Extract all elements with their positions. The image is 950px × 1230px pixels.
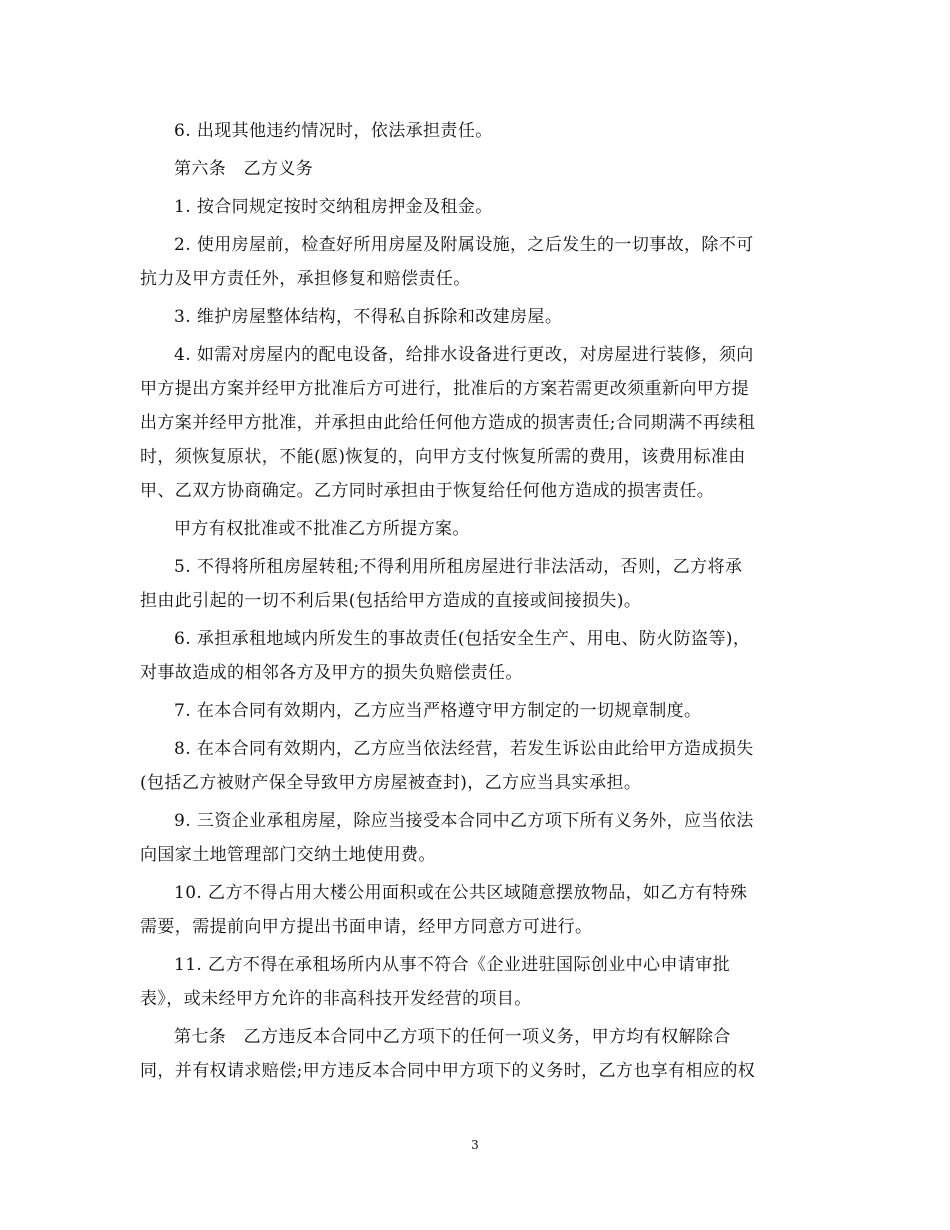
paragraph-line: 6. 出现其他违约情况时，依法承担责任。 <box>174 121 493 141</box>
paragraph-line: 甲、乙双方协商确定。乙方同时承担由于恢复给任何他方造成的损害责任。 <box>140 481 715 501</box>
paragraph-line: 8. 在本合同有效期内，乙方应当依法经营，若发生诉讼由此给甲方造成损失 <box>174 739 754 759</box>
paragraph <box>140 114 810 148</box>
paragraph-line: 甲方有权批准或不批准乙方所提方案。 <box>174 519 470 539</box>
paragraph <box>140 512 810 546</box>
paragraph-line: 甲方提出方案并经甲方批准后方可进行，批准后的方案若需更改须重新向甲方提 <box>140 379 749 399</box>
paragraph <box>140 876 810 944</box>
paragraph <box>140 622 810 690</box>
paragraph <box>140 300 810 334</box>
paragraph-line: 7. 在本合同有效期内，乙方应当严格遵守甲方制定的一切规章制度。 <box>174 701 702 721</box>
paragraph <box>140 190 810 224</box>
paragraph-line: 时，须恢复原状，不能(愿)恢复的，向甲方支付恢复所需的费用，该费用标准由 <box>140 447 746 467</box>
paragraph-line: 需要，需提前向甲方提出书面申请，经甲方同意方可进行。 <box>140 917 593 937</box>
paragraph-line: 5. 不得将所租房屋转租;不得利用所租房屋进行非法活动，否则，乙方将承 <box>174 557 743 577</box>
paragraph-line: 第六条 乙方义务 <box>174 159 314 179</box>
paragraph-line: 9. 三资企业承租房屋，除应当接受本合同中乙方项下所有义务外，应当依法 <box>174 811 754 831</box>
paragraph-line: 4. 如需对房屋内的配电设备，给排水设备进行更改，对房屋进行装修，须向 <box>174 345 754 365</box>
paragraph-line: 10. 乙方不得占用大楼公用面积或在公共区域随意摆放物品，如乙方有特殊 <box>174 883 748 903</box>
paragraph-line: 表》，或未经甲方允许的非高科技开发经营的项目。 <box>140 989 532 1009</box>
paragraph <box>140 1020 810 1088</box>
paragraph-line: 同，并有权请求赔偿;甲方违反本合同中甲方项下的义务时，乙方也享有相应的权 <box>140 1061 756 1081</box>
paragraph <box>140 152 810 186</box>
paragraph-line: 1. 按合同规定按时交纳租房押金及租金。 <box>174 197 493 217</box>
paragraph <box>140 804 810 872</box>
paragraph-line: 抗力及甲方责任外，承担修复和赔偿责任。 <box>140 269 471 289</box>
paragraph-line: 出方案并经甲方批准，并承担由此给任何他方造成的损害责任;合同期满不再续租 <box>140 413 756 433</box>
page-number: 3 <box>471 1138 479 1152</box>
paragraph-line: 对事故造成的相邻各方及甲方的损失负赔偿责任。 <box>140 663 523 683</box>
paragraph <box>140 732 810 800</box>
paragraph-line: 第七条 乙方违反本合同中乙方项下的任何一项义务，甲方均有权解除合 <box>174 1027 731 1047</box>
paragraph-line: 向国家土地管理部门交纳土地使用费。 <box>140 845 436 865</box>
paragraph <box>140 948 810 1016</box>
paragraph-line: 担由此引起的一切不利后果(包括给甲方造成的直接或间接损失)。 <box>140 591 642 611</box>
paragraph <box>140 550 810 618</box>
paragraph <box>140 694 810 728</box>
paragraph-line: (包括乙方被财产保全导致甲方房屋被查封)，乙方应当具实承担。 <box>140 773 642 793</box>
paragraph <box>140 228 810 296</box>
paragraph-line: 11. 乙方不得在承租场所内从事不符合《企业进驻国际创业中心申请审批 <box>174 955 731 975</box>
paragraph-line: 3. 维护房屋整体结构，不得私自拆除和改建房屋。 <box>174 307 563 327</box>
paragraph <box>140 338 810 508</box>
paragraph-line: 2. 使用房屋前，检查好所用房屋及附属设施，之后发生的一切事故，除不可 <box>174 235 754 255</box>
document-body <box>140 114 810 1092</box>
paragraph-line: 6. 承担承租地域内所发生的事故责任(包括安全生产、用电、防火防盗等)， <box>174 629 751 649</box>
